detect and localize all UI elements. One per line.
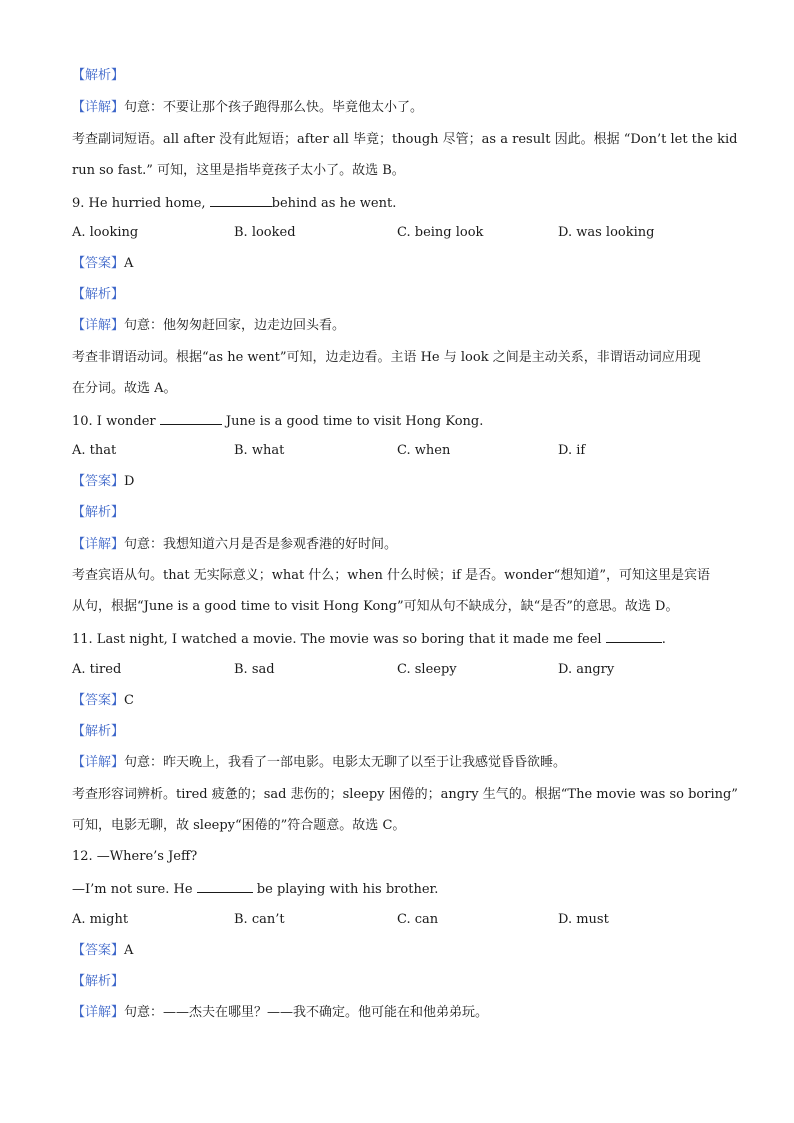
option-d: D. if bbox=[558, 443, 586, 458]
option-a: A. that bbox=[72, 443, 117, 458]
explanation-line: 考查形容词辨析。tired 疲惫的；sad 悲伤的；sleepy 困倦的；angry 生气的。根据“The movie was so boring” bbox=[72, 787, 738, 802]
answer-line: 【答案】A bbox=[72, 943, 134, 958]
explanation-line: 从句，根据“June is a good time to visit Hong Kong”可知从句不缺成分，缺“是否”的意思。故选 D。 bbox=[72, 599, 679, 614]
answer-blank bbox=[197, 878, 253, 893]
option-a: A. might bbox=[72, 912, 129, 927]
option-b: B. what bbox=[234, 443, 285, 458]
detail-line: 【详解】句意：不要让那个孩子跑得那么快。毕竟他太小了。 bbox=[72, 100, 424, 115]
option-c: C. sleepy bbox=[397, 662, 457, 677]
analysis-heading: 【解析】 bbox=[72, 287, 125, 302]
option-b: B. sad bbox=[234, 662, 275, 677]
answer-line: 【答案】D bbox=[72, 474, 135, 489]
explanation-line: 考查宾语从句。that 无实际意义；what 什么；when 什么时候；if 是否。wonder“想知道”，可知这里是宾语 bbox=[72, 568, 710, 583]
detail-line: 【详解】句意：——杰夫在哪里？——我不确定。他可能在和他弟弟玩。 bbox=[72, 1005, 489, 1020]
analysis-heading: 【解析】 bbox=[72, 974, 125, 989]
answer-blank bbox=[606, 628, 662, 643]
answer-line: 【答案】A bbox=[72, 256, 134, 271]
option-c: C. being look bbox=[397, 225, 484, 240]
option-c: C. when bbox=[397, 443, 451, 458]
question-stem: 9. He hurried home, behind as he went. bbox=[72, 192, 734, 214]
option-d: D. angry bbox=[558, 662, 615, 677]
option-a: A. tired bbox=[72, 662, 122, 677]
explanation-line: 考查副词短语。all after 没有此短语；after all 毕竟；though 尽管；as a result 因此。根据 “Don’t let the kid bbox=[72, 132, 738, 147]
answer-blank bbox=[210, 192, 272, 207]
option-c: C. can bbox=[397, 912, 439, 927]
question-stem: —I’m not sure. He be playing with his brother. bbox=[72, 878, 734, 900]
explanation-line: 考查非谓语动词。根据“as he went”可知，边走边看。主语 He 与 look 之间是主动关系，非谓语动词应用现 bbox=[72, 350, 701, 365]
analysis-heading: 【解析】 bbox=[72, 68, 125, 83]
detail-line: 【详解】句意：他匆匆赶回家，边走边回头看。 bbox=[72, 318, 346, 333]
explanation-line: run so fast.” 可知，这里是指毕竟孩子太小了。故选 B。 bbox=[72, 163, 405, 178]
option-b: B. can’t bbox=[234, 912, 285, 927]
option-b: B. looked bbox=[234, 225, 296, 240]
answer-blank bbox=[160, 410, 222, 425]
question-stem: 11. Last night, I watched a movie. The movie was so boring that it made me feel . bbox=[72, 628, 734, 650]
answer-line: 【答案】C bbox=[72, 693, 134, 708]
question-stem: 10. I wonder June is a good time to visit Hong Kong. bbox=[72, 410, 734, 432]
explanation-line: 在分词。故选 A。 bbox=[72, 381, 177, 396]
detail-line: 【详解】句意：昨天晚上，我看了一部电影。电影太无聊了以至于让我感觉昏昏欲睡。 bbox=[72, 755, 567, 770]
option-d: D. was looking bbox=[558, 225, 655, 240]
option-a: A. looking bbox=[72, 225, 139, 240]
analysis-heading: 【解析】 bbox=[72, 505, 125, 520]
explanation-line: 可知，电影无聊，故 sleepy“困倦的”符合题意。故选 C。 bbox=[72, 818, 406, 833]
detail-line: 【详解】句意：我想知道六月是否是参观香港的好时间。 bbox=[72, 537, 398, 552]
option-d: D. must bbox=[558, 912, 609, 927]
question-stem: 12. —Where’s Jeff? bbox=[72, 849, 198, 864]
analysis-heading: 【解析】 bbox=[72, 724, 125, 739]
